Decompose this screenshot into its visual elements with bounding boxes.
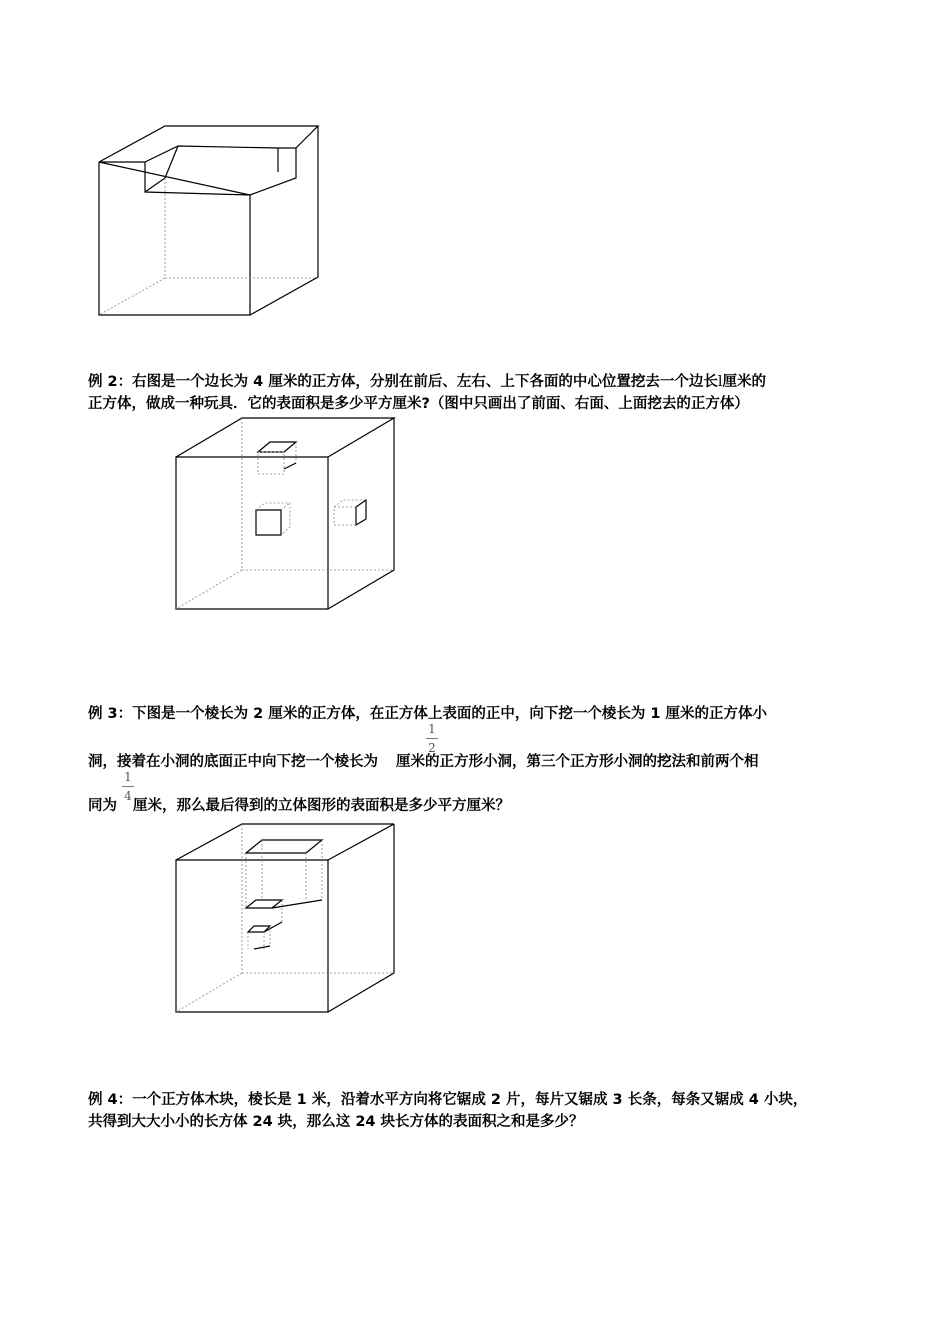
front-face: [176, 860, 328, 1012]
right-face: [328, 418, 394, 609]
fraction-quarter-numerator: 1: [124, 770, 132, 784]
third-step-edge: [264, 922, 282, 932]
notch-inner: [145, 146, 178, 192]
example2-line1: [88, 370, 766, 391]
example2-prefix: 例 2：右图是一个边长为 4 厘米的正方体，分别在前后、左右、上下各面的中心位置挖去一个边长: [88, 374, 718, 390]
example3-line2-suffix: 厘米的正方形小洞，第三个正方形小洞的挖法和前两个相: [396, 754, 759, 770]
example3-line3: [88, 794, 510, 815]
front-face: [99, 162, 250, 315]
example2-line2: 正方体，做成一种玩具．它的表面积是多少平方厘米?（图中只画出了前面、右面、上面挖去的正方体）: [88, 396, 749, 412]
hidden-edges: [176, 418, 394, 609]
bottom-step-edge: [254, 946, 270, 949]
cube-holes-figure: [170, 412, 400, 617]
top-hole-bottom-edge: [284, 463, 296, 469]
cube-notch-figure: [90, 120, 330, 325]
right-face: [250, 126, 318, 315]
example3-line3-suffix: 厘米，那么最后得到的立体图形的表面积是多少平方厘米？: [133, 798, 510, 814]
example3-line2: [88, 750, 759, 771]
example2-tick: l: [717, 374, 723, 390]
hidden-edges: [99, 178, 318, 315]
front-face: [176, 457, 328, 609]
second-step-edge: [272, 900, 322, 908]
right-face: [328, 824, 394, 1012]
fraction-quarter-denominator: 4: [124, 789, 132, 803]
top-hole: [258, 442, 296, 452]
fraction-half-numerator: 1: [428, 722, 436, 736]
notch-top: [145, 146, 296, 162]
front-hole: [256, 510, 281, 535]
example4-line2: 共得到大大小小的长方体 24 块，那么这 24 块长方体的表面积之和是多少？: [88, 1114, 584, 1130]
example3-line3-prefix: 同为: [88, 798, 117, 814]
example2-line1-suffix: 厘米的: [722, 374, 766, 390]
top-face: [176, 824, 394, 860]
fraction-quarter-bar: [122, 786, 134, 787]
fraction-half-bar: [426, 738, 438, 739]
right-hole: [356, 500, 366, 525]
fraction-half-denominator: 2: [428, 741, 436, 755]
example3-line2-prefix: 洞，接着在小洞的底面正中向下挖一个棱长为: [88, 754, 378, 770]
example4-line1: 例 4：一个正方体木块，棱长是 1 米，沿着水平方向将它锯成 2 片，每片又锯成 3 长条，每条又锯成 4 小块，: [88, 1092, 808, 1108]
hidden-edges: [176, 824, 394, 1012]
top-edges: [99, 126, 318, 195]
cube-stepped-holes-figure: [170, 818, 400, 1018]
top-hole: [246, 840, 322, 853]
example3-line1: 例 3：下图是一个棱长为 2 厘米的正方体，在正方体上表面的正中，向下挖一个棱长为 1 厘米的正方体小: [88, 706, 768, 722]
